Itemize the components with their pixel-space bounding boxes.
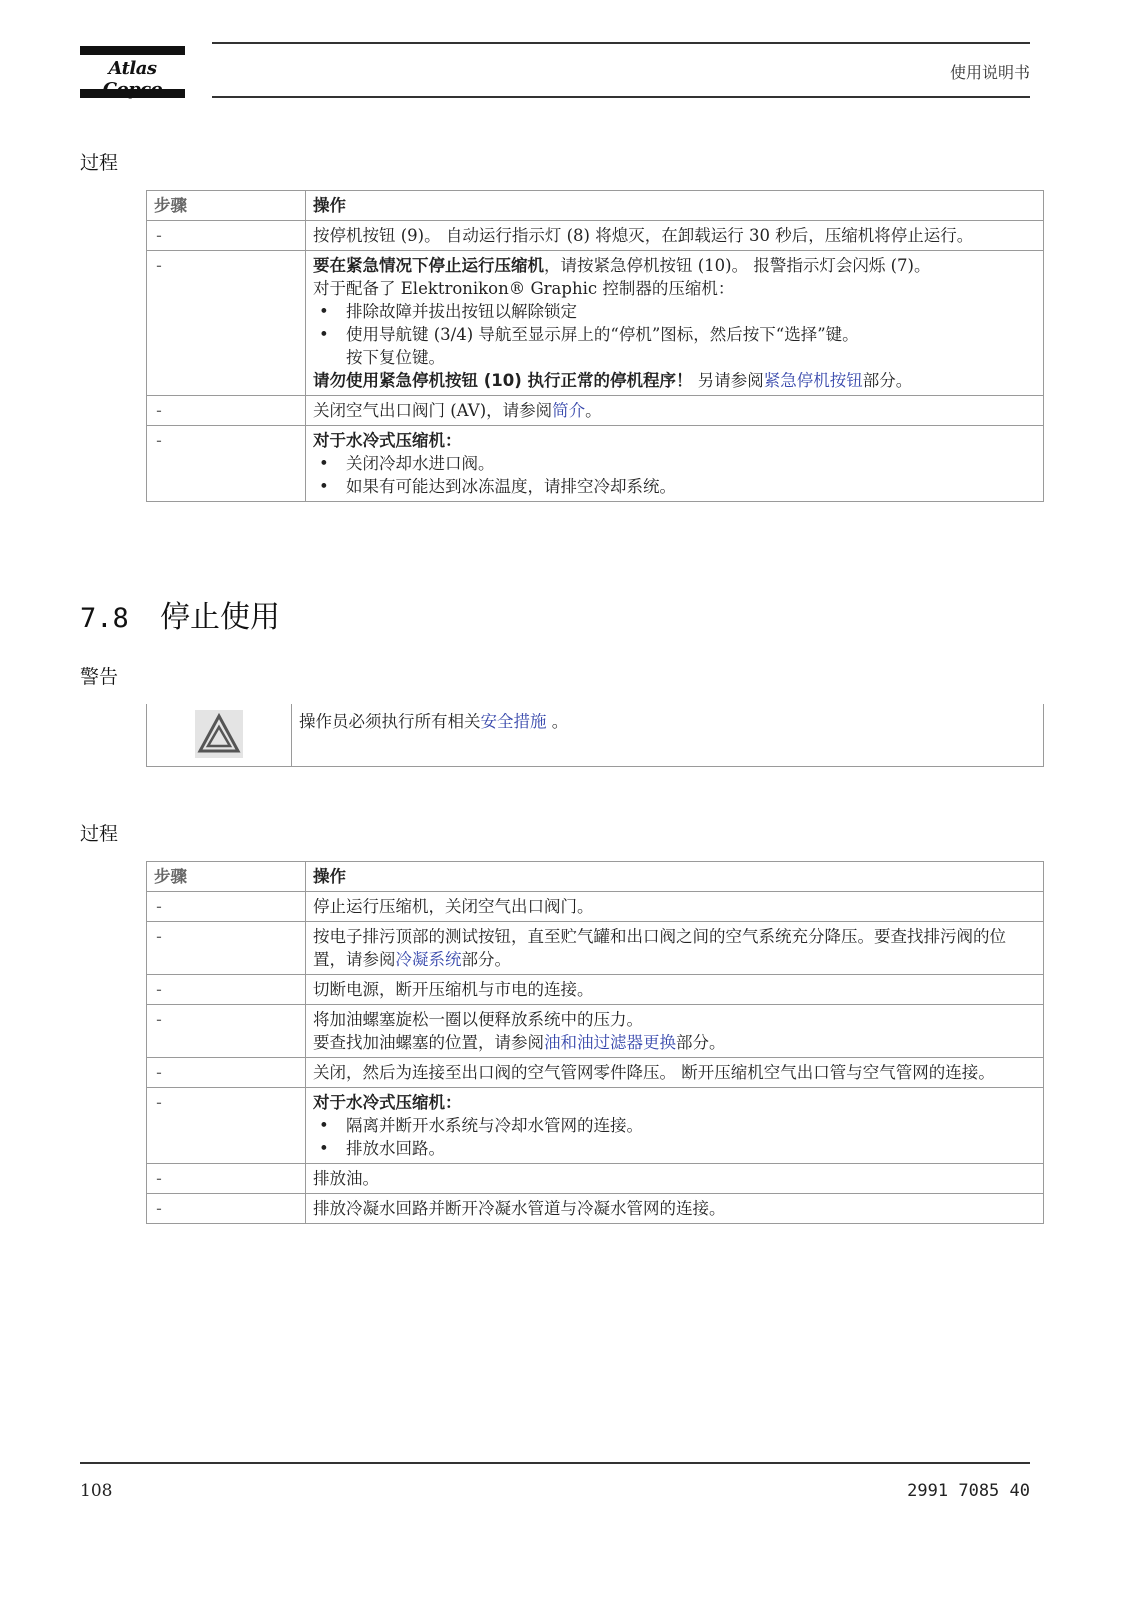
table-row (147, 1058, 1044, 1088)
action-cell: 切断电源，断开压缩机与市电的连接。 (306, 975, 1044, 1005)
step-cell: - (147, 1164, 306, 1194)
table-row (147, 975, 1044, 1005)
header-rule-bottom (212, 96, 1030, 98)
step-cell: - (147, 221, 306, 251)
text: ，请按紧急停机按钮 (10)。 报警指示灯会闪烁 (7)。 (544, 256, 931, 275)
procedure-heading: 过程 (80, 823, 119, 845)
action-cell: 排放冷凝水回路并断开冷凝水管道与冷凝水管网的连接。 (306, 1194, 1044, 1224)
text: 部分。 (461, 950, 511, 969)
section-number: 7.8 (80, 603, 129, 634)
bullet-list (313, 300, 1036, 346)
table-row (147, 892, 1044, 922)
table-row (147, 1164, 1044, 1194)
text: 。 (546, 712, 569, 731)
action-cell: 停止运行压缩机，关闭空气出口阀门。 (306, 892, 1044, 922)
procedure-table-stop (146, 190, 1044, 502)
logo-bar-top (80, 46, 185, 55)
text: 操作员必须执行所有相关 (299, 712, 481, 731)
warning-icon-cell (147, 704, 292, 767)
text: 关闭空气出口阀门 (AV)，请参阅 (313, 401, 553, 420)
text: 部分。 (862, 371, 913, 390)
logo-wordmark: Atlas (108, 58, 157, 79)
table-row (147, 1194, 1044, 1224)
col-action-header: 操作 (306, 862, 1044, 892)
col-step-header: 步骤 (147, 862, 306, 892)
table-row (147, 396, 1044, 426)
oil-filter-change-link[interactable]: 油和油过滤器更换 (544, 1033, 676, 1052)
warning-box (146, 704, 1044, 767)
action-cell: 排放油。 (306, 1164, 1044, 1194)
controller-line: 对于配备了 Elektronikon® Graphic 控制器的压缩机： (313, 279, 735, 298)
introduction-link[interactable]: 简介 (552, 401, 586, 420)
footer-rule (80, 1462, 1030, 1464)
action-cell (306, 426, 1044, 502)
text: 。 (585, 401, 602, 420)
bold-lead: 要在紧急情况下停止运行压缩机 (313, 256, 544, 275)
page-number: 108 (80, 1481, 113, 1501)
table-header-row (147, 191, 1044, 221)
text: 按电子排污顶部的测试按钮，直至贮气罐和出口阀之间的空气系统充分降压。要查找排污阀的位置，请参阅 (313, 927, 1006, 969)
action-cell (306, 251, 1044, 396)
water-cooled-heading: 对于水冷式压缩机： (313, 1093, 462, 1112)
table-row (147, 221, 1044, 251)
warning-text-cell (292, 704, 1044, 767)
emergency-stop-line (313, 254, 1036, 277)
action-cell: 关闭，然后为连接至出口阀的空气管网零件降压。 断开压缩机空气出口管与空气管网的连接。 (306, 1058, 1044, 1088)
table-row (147, 922, 1044, 975)
list-item: • 如果有可能达到冰冻温度，请排空冷却系统。 (313, 475, 1036, 498)
step-cell: - (147, 1005, 306, 1058)
bullet-list (313, 1114, 1036, 1160)
list-item: • 隔离并断开水系统与冷却水管网的连接。 (313, 1114, 1036, 1137)
bold-warning: 请勿使用紧急停机按钮 (10) 执行正常的停机程序！ (313, 371, 693, 390)
continuation-line: 按下复位键。 (346, 348, 445, 367)
warning-heading: 警告 (80, 666, 119, 688)
text: 将加油螺塞旋松一圈以便释放系统中的压力。 (313, 1010, 643, 1029)
list-item: • 排除故障并拔出按钮以解除锁定 (313, 300, 1036, 323)
table-row (147, 426, 1044, 502)
document-number: 2991 7085 40 (907, 1481, 1030, 1501)
water-cooled-heading: 对于水冷式压缩机： (313, 431, 462, 450)
step-cell: - (147, 1058, 306, 1088)
text: 部分。 (676, 1033, 726, 1052)
list-item: • 关闭冷却水进口阀。 (313, 452, 1036, 475)
action-cell: 按停机按钮 (9)。 自动运行指示灯 (8) 将熄灭，在卸载运行 30 秒后，压缩机将停止运行。 (306, 221, 1044, 251)
list-item: • 使用导航键 (3/4) 导航至显示屏上的“停机”图标，然后按下“选择”键。 (313, 323, 1036, 346)
text: 另请参阅 (692, 371, 764, 390)
safety-precautions-link[interactable]: 安全措施 (480, 712, 547, 731)
list-item: • 排放水回路。 (313, 1137, 1036, 1160)
text-line (313, 1031, 1036, 1054)
step-cell: - (147, 396, 306, 426)
step-cell: - (147, 426, 306, 502)
document-type: 使用说明书 (949, 63, 1030, 82)
step-cell: - (147, 251, 306, 396)
emergency-stop-link[interactable]: 紧急停机按钮 (763, 371, 863, 390)
table-row (147, 1005, 1044, 1058)
col-action-header: 操作 (306, 191, 1044, 221)
section-heading (80, 592, 280, 636)
action-cell (306, 922, 1044, 975)
text: 要查找加油螺塞的位置，请参阅 (313, 1033, 544, 1052)
section-title: 停止使用 (160, 600, 280, 635)
step-cell: - (147, 892, 306, 922)
step-cell: - (147, 1194, 306, 1224)
step-cell: - (147, 1088, 306, 1164)
logo-bar-bottom (80, 89, 185, 98)
atlas-copco-logo (80, 46, 185, 98)
condensate-system-link[interactable]: 冷凝系统 (395, 950, 462, 969)
action-cell (306, 1088, 1044, 1164)
action-cell (306, 396, 1044, 426)
table-row (147, 251, 1044, 396)
action-cell (306, 1005, 1044, 1058)
step-cell: - (147, 975, 306, 1005)
bullet-list (313, 452, 1036, 498)
warning-line (313, 369, 1036, 392)
table-row (147, 1088, 1044, 1164)
table-header-row (147, 862, 1044, 892)
warning-triangle-icon (195, 710, 243, 758)
procedure-heading: 过程 (80, 152, 119, 174)
step-cell: - (147, 922, 306, 975)
header-rule-top (212, 42, 1030, 44)
procedure-table-decommission (146, 861, 1044, 1224)
col-step-header: 步骤 (147, 191, 306, 221)
